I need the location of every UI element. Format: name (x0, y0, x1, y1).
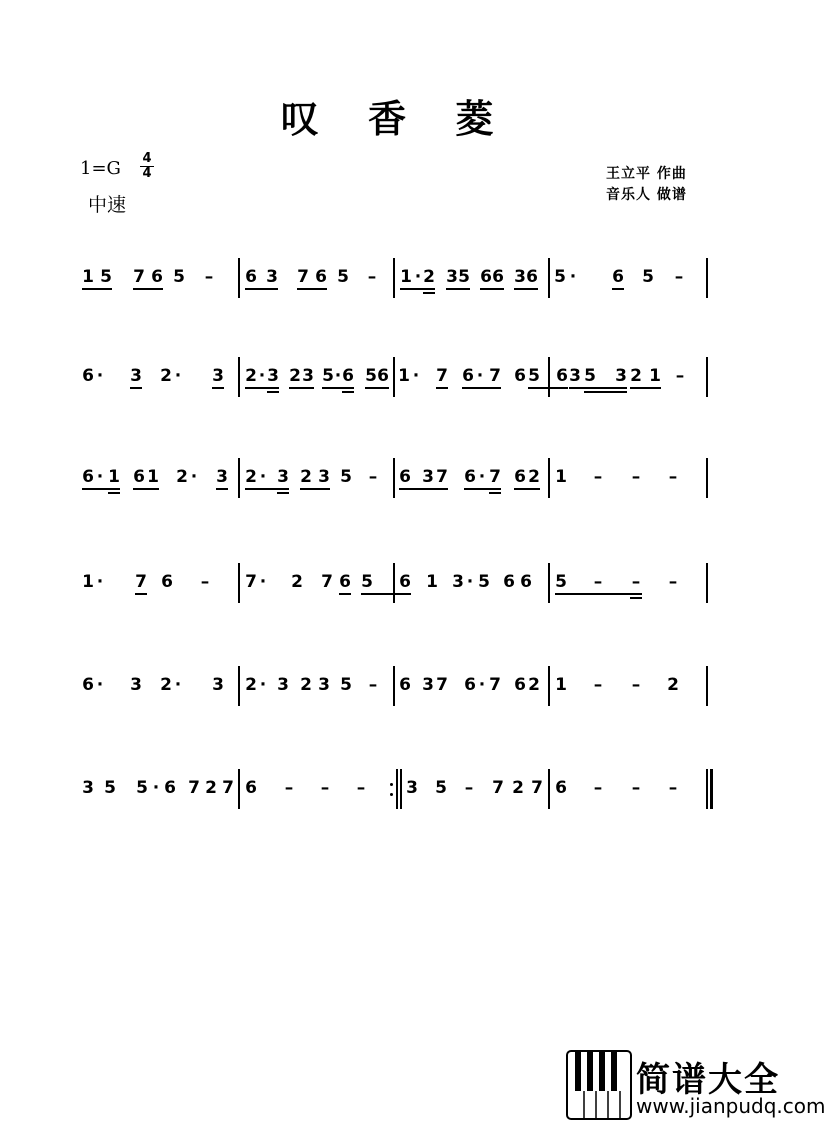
note: 3 (422, 675, 434, 695)
note: 3 (267, 366, 279, 386)
note: 6 (520, 572, 532, 592)
barline (548, 357, 550, 397)
note: 5 (173, 267, 185, 287)
augmentation-dot: · (174, 366, 182, 386)
underline-beam (277, 492, 289, 494)
dash: – (593, 675, 603, 695)
barline (238, 563, 240, 603)
note: 6 (555, 778, 567, 798)
note: 3 (212, 675, 224, 695)
underline-beam (514, 288, 538, 290)
note: 5 (555, 572, 567, 592)
underline-beam (361, 593, 411, 595)
note: 3 (130, 366, 142, 386)
note: 1 (147, 467, 159, 487)
note: 6 (82, 675, 94, 695)
note: 5 (104, 778, 116, 798)
underline-beam (245, 288, 278, 290)
dash: – (368, 675, 378, 695)
note: 5 (136, 778, 148, 798)
note: 3 (82, 778, 94, 798)
note: 6 (514, 675, 526, 695)
barline (393, 357, 395, 397)
underline-beam (480, 288, 504, 290)
augmentation-dot: · (258, 366, 266, 386)
barline (706, 458, 708, 498)
barline (393, 666, 395, 706)
note: 6 (464, 675, 476, 695)
final-barline-thick (710, 769, 713, 809)
arranger-credit: 音乐人 做谱 (606, 187, 687, 203)
underline-beam (528, 387, 568, 389)
underline-beam (423, 292, 435, 294)
note: 3 (302, 366, 314, 386)
underline-beam (555, 593, 642, 595)
dash: – (631, 675, 641, 695)
dash: – (593, 467, 603, 487)
underline-beam (464, 488, 501, 490)
note: 7 (436, 467, 448, 487)
note: 5 (340, 467, 352, 487)
note: 2 (630, 366, 642, 386)
note: 5 (100, 267, 112, 287)
note: 6 (556, 366, 568, 386)
barline (706, 563, 708, 603)
underline-beam (400, 288, 435, 290)
dash: – (368, 467, 378, 487)
underline-beam (462, 387, 501, 389)
underline-beam (569, 387, 627, 389)
barline (548, 769, 550, 809)
note: 6 (245, 267, 257, 287)
barline (706, 666, 708, 706)
augmentation-dot: · (259, 675, 267, 695)
augmentation-dot: · (96, 366, 104, 386)
note: 5 (584, 366, 596, 386)
time-signature-bottom: 4 (142, 166, 152, 181)
note: 3 (130, 675, 142, 695)
dash: – (356, 778, 366, 798)
augmentation-dot: · (96, 675, 104, 695)
note: 1 (398, 366, 410, 386)
note: 5 (642, 267, 654, 287)
augmentation-dot: · (466, 572, 474, 592)
note: 6 (377, 366, 389, 386)
note: 7 (531, 778, 543, 798)
barline (548, 258, 550, 298)
note: 6 (462, 366, 474, 386)
note: 3 (318, 467, 330, 487)
underline-beam (584, 391, 627, 393)
note: 6 (82, 366, 94, 386)
note: 6 (480, 267, 492, 287)
augmentation-dot: · (414, 267, 422, 287)
dash: – (464, 778, 474, 798)
augmentation-dot: · (476, 366, 484, 386)
dash: – (593, 778, 603, 798)
note: 7 (489, 675, 501, 695)
underline-beam (612, 288, 624, 290)
time-signature-top: 4 (140, 152, 154, 167)
underline-beam (212, 387, 224, 389)
note: 2 (289, 366, 301, 386)
note: 2 (528, 675, 540, 695)
underline-beam (245, 387, 279, 389)
note: 2 (245, 366, 257, 386)
key-signature: 1=G (80, 158, 121, 179)
note: 7 (489, 366, 501, 386)
note: 3 (446, 267, 458, 287)
final-barline (706, 769, 708, 809)
dash: – (284, 778, 294, 798)
dash: – (674, 267, 684, 287)
note: 7 (222, 778, 234, 798)
note: 1 (82, 572, 94, 592)
note: 6 (399, 675, 411, 695)
barline (393, 563, 395, 603)
dash: – (668, 467, 678, 487)
barline (706, 258, 708, 298)
note: 6 (339, 572, 351, 592)
note: 6 (464, 467, 476, 487)
note: 5 (361, 572, 373, 592)
piano-keys-icon (566, 1050, 632, 1120)
repeat-barline (396, 769, 398, 809)
note: 3 (514, 267, 526, 287)
underline-beam (365, 387, 389, 389)
note: 6 (342, 366, 354, 386)
underline-beam (108, 492, 120, 494)
dash: – (668, 778, 678, 798)
underline-beam (446, 288, 470, 290)
underline-beam (489, 492, 501, 494)
underline-beam (133, 488, 159, 490)
note: 7 (133, 267, 145, 287)
note: 6 (164, 778, 176, 798)
underline-beam (289, 387, 314, 389)
note: 7 (188, 778, 200, 798)
note: 7 (245, 572, 257, 592)
dash: – (668, 572, 678, 592)
note: 6 (315, 267, 327, 287)
note: 3 (406, 778, 418, 798)
note: 7 (489, 467, 501, 487)
dash: – (631, 467, 641, 487)
underline-beam (436, 387, 448, 389)
note: 2 (512, 778, 524, 798)
note: 1 (82, 267, 94, 287)
watermark-site-name: 简谱大全 (636, 1060, 780, 1100)
note: 3 (216, 467, 228, 487)
barline (238, 769, 240, 809)
dash: – (631, 572, 641, 592)
dash: – (204, 267, 214, 287)
repeat-barline-second (400, 769, 402, 809)
note: 2 (667, 675, 679, 695)
note: 6 (503, 572, 515, 592)
repeat-dot (390, 783, 393, 786)
barline (548, 666, 550, 706)
tempo-marking: 中速 (88, 194, 127, 216)
barline (238, 458, 240, 498)
note: 6 (161, 572, 173, 592)
note: 3 (615, 366, 627, 386)
note: 2 (176, 467, 188, 487)
note: 5 (458, 267, 470, 287)
note: 6 (514, 366, 526, 386)
dash: – (675, 366, 685, 386)
note: 6 (526, 267, 538, 287)
note: 7 (492, 778, 504, 798)
augmentation-dot: · (96, 572, 104, 592)
augmentation-dot: · (478, 467, 486, 487)
underline-beam (135, 593, 147, 595)
barline (393, 258, 395, 298)
dash: – (367, 267, 377, 287)
barline (238, 357, 240, 397)
note: 2 (423, 267, 435, 287)
augmentation-dot: · (478, 675, 486, 695)
underline-beam (300, 488, 330, 490)
song-title: 叹 香 菱 (280, 97, 512, 141)
augmentation-dot: · (259, 572, 267, 592)
underline-beam (630, 387, 661, 389)
note: 2 (528, 467, 540, 487)
dash: – (593, 572, 603, 592)
note: 3 (266, 267, 278, 287)
note: 3 (277, 467, 289, 487)
note: 5 (337, 267, 349, 287)
note: 2 (160, 675, 172, 695)
note: 2 (300, 675, 312, 695)
note: 5 (435, 778, 447, 798)
underline-beam (339, 593, 351, 595)
note: 1 (426, 572, 438, 592)
underline-beam (342, 391, 354, 393)
note: 3 (452, 572, 464, 592)
watermark-url: www.jianpudq.com (636, 1094, 825, 1118)
barline (548, 458, 550, 498)
note: 1 (400, 267, 412, 287)
note: 3 (212, 366, 224, 386)
note: 1 (649, 366, 661, 386)
note: 7 (436, 366, 448, 386)
barline (548, 563, 550, 603)
augmentation-dot: · (334, 366, 342, 386)
dash: – (631, 778, 641, 798)
note: 5 (340, 675, 352, 695)
note: 2 (291, 572, 303, 592)
note: 1 (108, 467, 120, 487)
augmentation-dot: · (174, 675, 182, 695)
dash: – (200, 572, 210, 592)
augmentation-dot: · (96, 467, 104, 487)
composer-credit: 王立平 作曲 (606, 166, 687, 182)
underline-beam (630, 597, 642, 599)
repeat-dot (390, 793, 393, 796)
note: 2 (160, 366, 172, 386)
note: 5 (528, 366, 540, 386)
barline (238, 258, 240, 298)
note: 5 (365, 366, 377, 386)
augmentation-dot: · (152, 778, 160, 798)
note: 3 (318, 675, 330, 695)
note: 5 (478, 572, 490, 592)
augmentation-dot: · (569, 267, 577, 287)
note: 3 (569, 366, 581, 386)
augmentation-dot: · (259, 467, 267, 487)
note: 2 (245, 467, 257, 487)
note: 1 (555, 467, 567, 487)
note: 3 (422, 467, 434, 487)
note: 2 (205, 778, 217, 798)
underline-beam (130, 387, 142, 389)
note: 6 (612, 267, 624, 287)
underline-beam (322, 387, 354, 389)
note: 7 (436, 675, 448, 695)
underline-beam (267, 391, 279, 393)
note: 6 (399, 572, 411, 592)
barline (706, 357, 708, 397)
note: 6 (245, 778, 257, 798)
augmentation-dot: · (412, 366, 420, 386)
note: 6 (492, 267, 504, 287)
note: 7 (321, 572, 333, 592)
underline-beam (514, 488, 540, 490)
underline-beam (245, 488, 289, 490)
note: 1 (555, 675, 567, 695)
note: 7 (297, 267, 309, 287)
barline (393, 458, 395, 498)
note: 5 (322, 366, 334, 386)
underline-beam (216, 488, 228, 490)
note: 6 (82, 467, 94, 487)
underline-beam (399, 488, 448, 490)
note: 6 (399, 467, 411, 487)
note: 7 (135, 572, 147, 592)
underline-beam (297, 288, 327, 290)
underline-beam (82, 488, 120, 490)
time-signature (140, 152, 154, 181)
note: 2 (245, 675, 257, 695)
barline (238, 666, 240, 706)
note: 2 (300, 467, 312, 487)
note: 5 (554, 267, 566, 287)
augmentation-dot: · (190, 467, 198, 487)
underline-beam (82, 288, 112, 290)
note: 6 (151, 267, 163, 287)
note: 3 (277, 675, 289, 695)
dash: – (320, 778, 330, 798)
note: 6 (514, 467, 526, 487)
note: 6 (133, 467, 145, 487)
underline-beam (133, 288, 163, 290)
